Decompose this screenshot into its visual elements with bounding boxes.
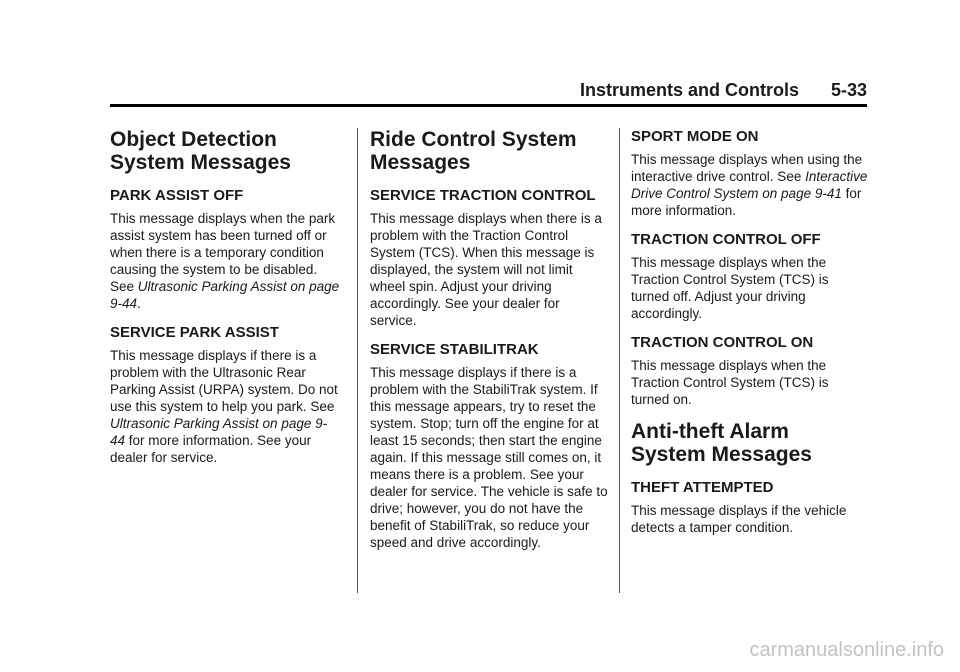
message-description: This message displays when the Traction Control System (TCS) is turned off. Adjust your driving accordingly. — [631, 255, 829, 321]
page-reference: Ultrasonic Parking Assist on page 9-44 — [110, 416, 328, 448]
message-description: This message displays when using the interactive drive control. See Interactive Drive Control System on page 9-41 for more information. — [631, 152, 868, 218]
section-title: Instruments and Controls — [579, 80, 799, 100]
message-title: SPORT MODE ON — [631, 128, 759, 145]
page-number: 5-33 — [830, 80, 867, 100]
section-heading: Anti-theft Alarm System Messages — [631, 420, 812, 466]
column-divider — [357, 128, 358, 593]
message-description: This message displays if there is a problem with the StabiliTrak system. If this message appears, try to reset the system. Stop; turn off the engine for at least 15 seconds; then start the engine again. If this message still comes on, it means there is a problem. See your dealer for service. The vehicle is safe to drive; however, you do not have the benefit of StabiliTrak, so reduce your speed and drive accordingly. — [370, 365, 608, 550]
column-divider — [619, 128, 620, 593]
section-heading: Ride Control System Messages — [370, 128, 577, 174]
message-description: This message displays when the park assist system has been turned off or when there is a temporary condition causing the system to be disabled. See Ultrasonic Parking Assist on page 9-44. — [110, 211, 340, 311]
page-reference: Interactive Drive Control System on page 9-41 — [631, 169, 868, 201]
message-description: This message displays if there is a problem with the Ultrasonic Rear Parking Assist (URPA) system. Do not use this system to help you park. See Ultrasonic Parking Assist on page 9-44 for more information. See your dealer for service. — [110, 348, 338, 465]
message-title: THEFT ATTEMPTED — [631, 479, 774, 496]
message-description: This message displays when there is a problem with the Traction Control System (TCS). When this message is displayed, the system will not limit wheel spin. Adjust your driving accordingly. See your dealer for service. — [370, 211, 602, 328]
message-title: TRACTION CONTROL ON — [631, 334, 814, 351]
message-title: SERVICE PARK ASSIST — [110, 324, 279, 341]
column-1 — [110, 128, 342, 478]
column-2 — [370, 128, 608, 563]
column-3 — [631, 128, 869, 548]
message-title: PARK ASSIST OFF — [110, 187, 244, 204]
message-description: This message displays if the vehicle detects a tamper condition. — [631, 503, 847, 535]
message-description: This message displays when the Traction Control System (TCS) is turned on. — [631, 358, 829, 407]
watermark: carmanualsonline.info — [749, 639, 944, 661]
page-header — [110, 76, 867, 107]
section-heading: Object Detection System Messages — [110, 128, 291, 174]
message-title: TRACTION CONTROL OFF — [631, 231, 821, 248]
message-title: SERVICE TRACTION CONTROL — [370, 187, 596, 204]
message-title: SERVICE STABILITRAK — [370, 341, 539, 358]
page-reference: Ultrasonic Parking Assist on page 9-44 — [110, 279, 340, 311]
